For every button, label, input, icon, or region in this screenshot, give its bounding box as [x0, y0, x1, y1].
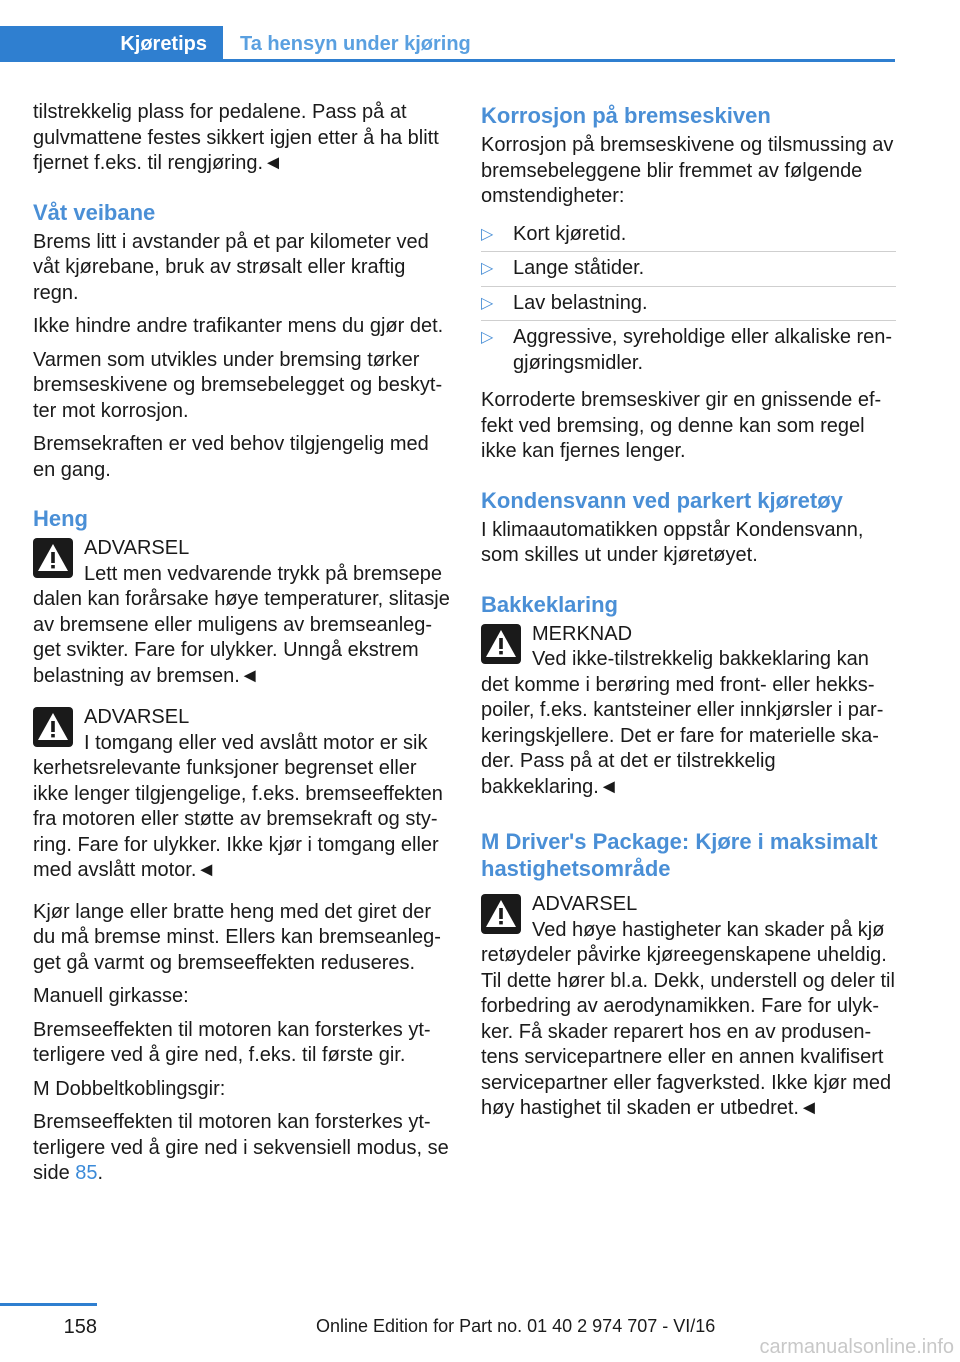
list-item: [481, 218, 896, 253]
heading-korrosjon: Korrosjon på bremseskiven: [481, 103, 771, 128]
triangle-bullet-icon: ▷: [481, 225, 494, 243]
warning-triangle-icon: [33, 707, 73, 747]
notice-text: [481, 647, 896, 800]
watermark: carmanualsonline.info: [759, 1336, 954, 1358]
paragraph: tilstrekkelig plass for pedalene. Pass på at gulvmattene festes sikkert igjen etter å ha blitt fjernet f.eks. til rengjøring.◄: [33, 101, 439, 174]
warning-title: ADVARSEL: [84, 537, 190, 559]
paragraph: Korroderte bremseskiver gir en gnissende effekt ved bremsing, og denne kan som regel ikke kan fjernes lenger.: [481, 389, 882, 462]
notice-rest: det komme i berøring med front- eller hekkspoiler, f.eks. kantsteiner eller innkjørsler i parkeringskjellere. Det er fare for materielle skader. Pass på at det er tilstrekkelig bakkeklaring.◄: [481, 673, 884, 798]
triangle-bullet-icon: ▷: [481, 260, 494, 277]
list-item: [481, 252, 896, 287]
triangle-bullet-icon: ▷: [481, 294, 494, 312]
edition-text: Online Edition for Part no. 01 40 2 974 707 - VI/16: [316, 1316, 716, 1336]
paragraph: Korrosjon på bremseskivene og tilsmussing av bremsebeleggene blir fremmet av følgende omstendigheter:: [481, 134, 894, 207]
list-item-text: Lav belastning.: [513, 291, 648, 314]
heading-bakkeklaring: Bakkeklaring: [481, 591, 618, 617]
paragraph: Ikke hindre andre trafikanter mens du gjør det.: [33, 315, 444, 337]
list-item-text: Aggressive, syreholdige eller alkaliske rengjøringsmidler.: [513, 326, 893, 374]
paragraph: Kjør lange eller bratte heng med det giret der du må bremse minst. Ellers kan bremseanlegget gå varmt og bremseeffekten reduseres.: [33, 900, 441, 974]
footer-rule: [0, 1303, 97, 1306]
warning-box: [33, 705, 451, 884]
warning-text: [33, 562, 451, 690]
notice-lead: Ved ikke-tilstrekkelig bakkeklaring kan: [532, 648, 869, 670]
header-rule: [223, 59, 895, 62]
paragraph-text: Bremseeffekten til motoren kan forsterkes ytterligere ved å gire ned i sekvensiell modus, se side: [33, 1111, 449, 1184]
notice-title: MERKNAD: [532, 622, 633, 645]
warning-rest: dalen kan forårsake høye temperaturer, slitasje av bremsene eller muligens av bremseanlegget svikter. Fare for ulykker. Unngå ekstrem belastning av bremsen.◄: [33, 588, 450, 687]
list-item: [481, 321, 896, 380]
paragraph: Varmen som utvikles under bremsing tørker bremseskivene og bremsebelegget og beskytter mot korrosjon.: [33, 348, 443, 422]
warning-rest: retøydeler påvirke kjøreegenskapene uheldig. Til dette hører bl.a. Dekk, understell og deler til forbedring av aerodynamikken. Fare for ulykker. Få skader reparert hos en av produsentens servicepartnere eller en annen kvalifisert servicepartner eller fagverksted. Ikke kjør med høy hastighet til skaden er utbedret.◄: [481, 944, 895, 1119]
warning-title: ADVARSEL: [532, 893, 638, 915]
paragraph: M Dobbeltkoblingsgir:: [33, 1077, 226, 1100]
warning-box: [33, 536, 451, 689]
heading-m-drivers-package: M Driver's Package: Kjøre i maksimalt hastighetsområde: [481, 829, 878, 881]
list-item-text: Kort kjøretid.: [513, 222, 627, 245]
triangle-bullet-icon: ▷: [481, 329, 494, 346]
paragraph: [33, 1110, 451, 1187]
paragraph: I klimaautomatikken oppstår Kondensvann, som skilles ut under kjøretøyet.: [481, 518, 864, 566]
page-link[interactable]: 85: [75, 1162, 98, 1184]
right-column: [481, 100, 896, 1130]
list-item-text: Lange ståtider.: [513, 257, 645, 279]
warning-triangle-icon: [481, 894, 521, 934]
warning-rest: kerhetsrelevante funksjoner begrenset eller ikke lenger tilgjengelige, f.eks. bremseeffekten fra motoren eller støtte av bremsekraft og styring. Fare for ulykker. Ikke kjør i tomgang eller med avslått motor.◄: [33, 757, 443, 881]
warning-triangle-icon: [33, 538, 73, 578]
bullet-list: [481, 218, 896, 381]
heading-heng: Heng: [33, 506, 88, 531]
header-bar: [0, 26, 895, 62]
paragraph: Manuell girkasse:: [33, 985, 189, 1007]
page-number: 158: [63, 1316, 97, 1338]
warning-lead: Ved høye hastigheter kan skader på kjø: [532, 918, 885, 941]
list-item: [481, 287, 896, 322]
warning-text: [33, 731, 451, 884]
paragraph: Bremseeffekten til motoren kan forsterkes ytterligere ved å gire ned, f.eks. til første gir.: [33, 1018, 431, 1066]
left-column: [33, 100, 451, 1195]
warning-title: ADVARSEL: [84, 706, 190, 728]
paragraph: Bremsekraften er ved behov tilgjengelig med en gang.: [33, 433, 429, 481]
warning-text: [481, 918, 896, 1122]
warning-lead: I tomgang eller ved avslått motor er sik: [84, 731, 428, 754]
tab-ta-hensyn[interactable]: Ta hensyn under kjøring: [240, 33, 471, 55]
heading-vat-veibane: Våt veibane: [33, 199, 156, 225]
paragraph: Brems litt i avstander på et par kilometer ved våt kjørebane, bruk av strøsalt eller kraftig regn.: [33, 230, 429, 304]
warning-lead: Lett men vedvarende trykk på bremsepe: [84, 562, 442, 585]
notice-box: [481, 622, 896, 801]
tab-kjoretips[interactable]: Kjøretips: [0, 26, 223, 62]
paragraph-end: .: [97, 1162, 104, 1184]
warning-box: [481, 892, 896, 1122]
heading-kondensvann: Kondensvann ved parkert kjøretøy: [481, 487, 843, 513]
warning-triangle-icon: [481, 624, 521, 664]
